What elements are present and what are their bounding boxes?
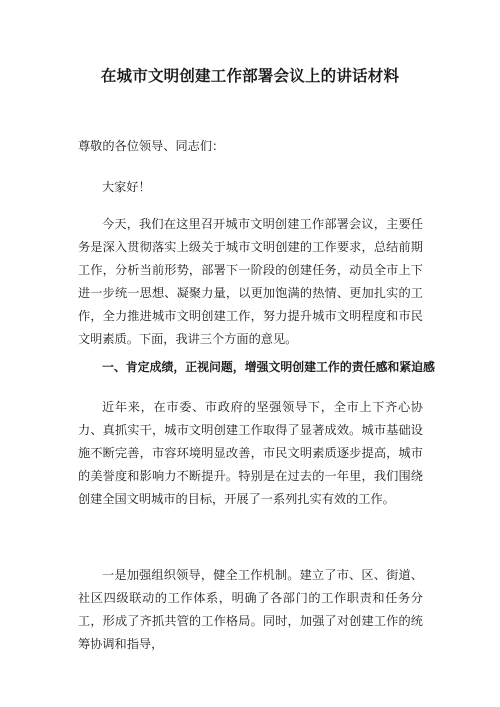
paragraph-achievements: 近年来，在市委、市政府的坚强领导下，全市上下齐心协力、真抓实干，城市文明创建工作取得了显著成效。城市基础设施不断完善，市容环境明显改善，市民文明素质逐步提高，城市的美誉度和影响力不断提升。特别是在过去的一年里，我们围绕创建全国文明城市的目标，开展了一系列扎实有效的工作。 <box>78 400 423 506</box>
salutation: 尊敬的各位领导、同志们： <box>78 139 225 153</box>
document-title: 在城市文明创建工作部署会议上的讲话材料 <box>100 67 400 85</box>
greeting: 大家好！ <box>102 180 151 194</box>
paragraph-opening: 今天，我们在这里召开城市文明创建工作部署会议，主要任务是深入贯彻落实上级关于城市文明创建的工作要求，总结前期工作，分析当前形势，部署下一阶段的创建任务，动员全市上下进一步统一思想、凝聚力量，以更加饱满的热情、更加扎实的工作，全力推进城市文明创建工作，努力提升城市文明程度和市民文明素质。下面，我讲三个方面的意见。 <box>78 217 423 346</box>
paragraph-organization: 一是加强组织领导，健全工作机制。建立了市、区、街道、社区四级联动的工作体系，明确了各部门的工作职责和任务分工，形成了齐抓共管的工作格局。同时，加强了对创建工作的统筹协调和指导， <box>78 568 423 651</box>
section-heading: 一、肯定成绩，正视问题，增强文明创建工作的责任感和紧迫感 <box>102 360 435 374</box>
